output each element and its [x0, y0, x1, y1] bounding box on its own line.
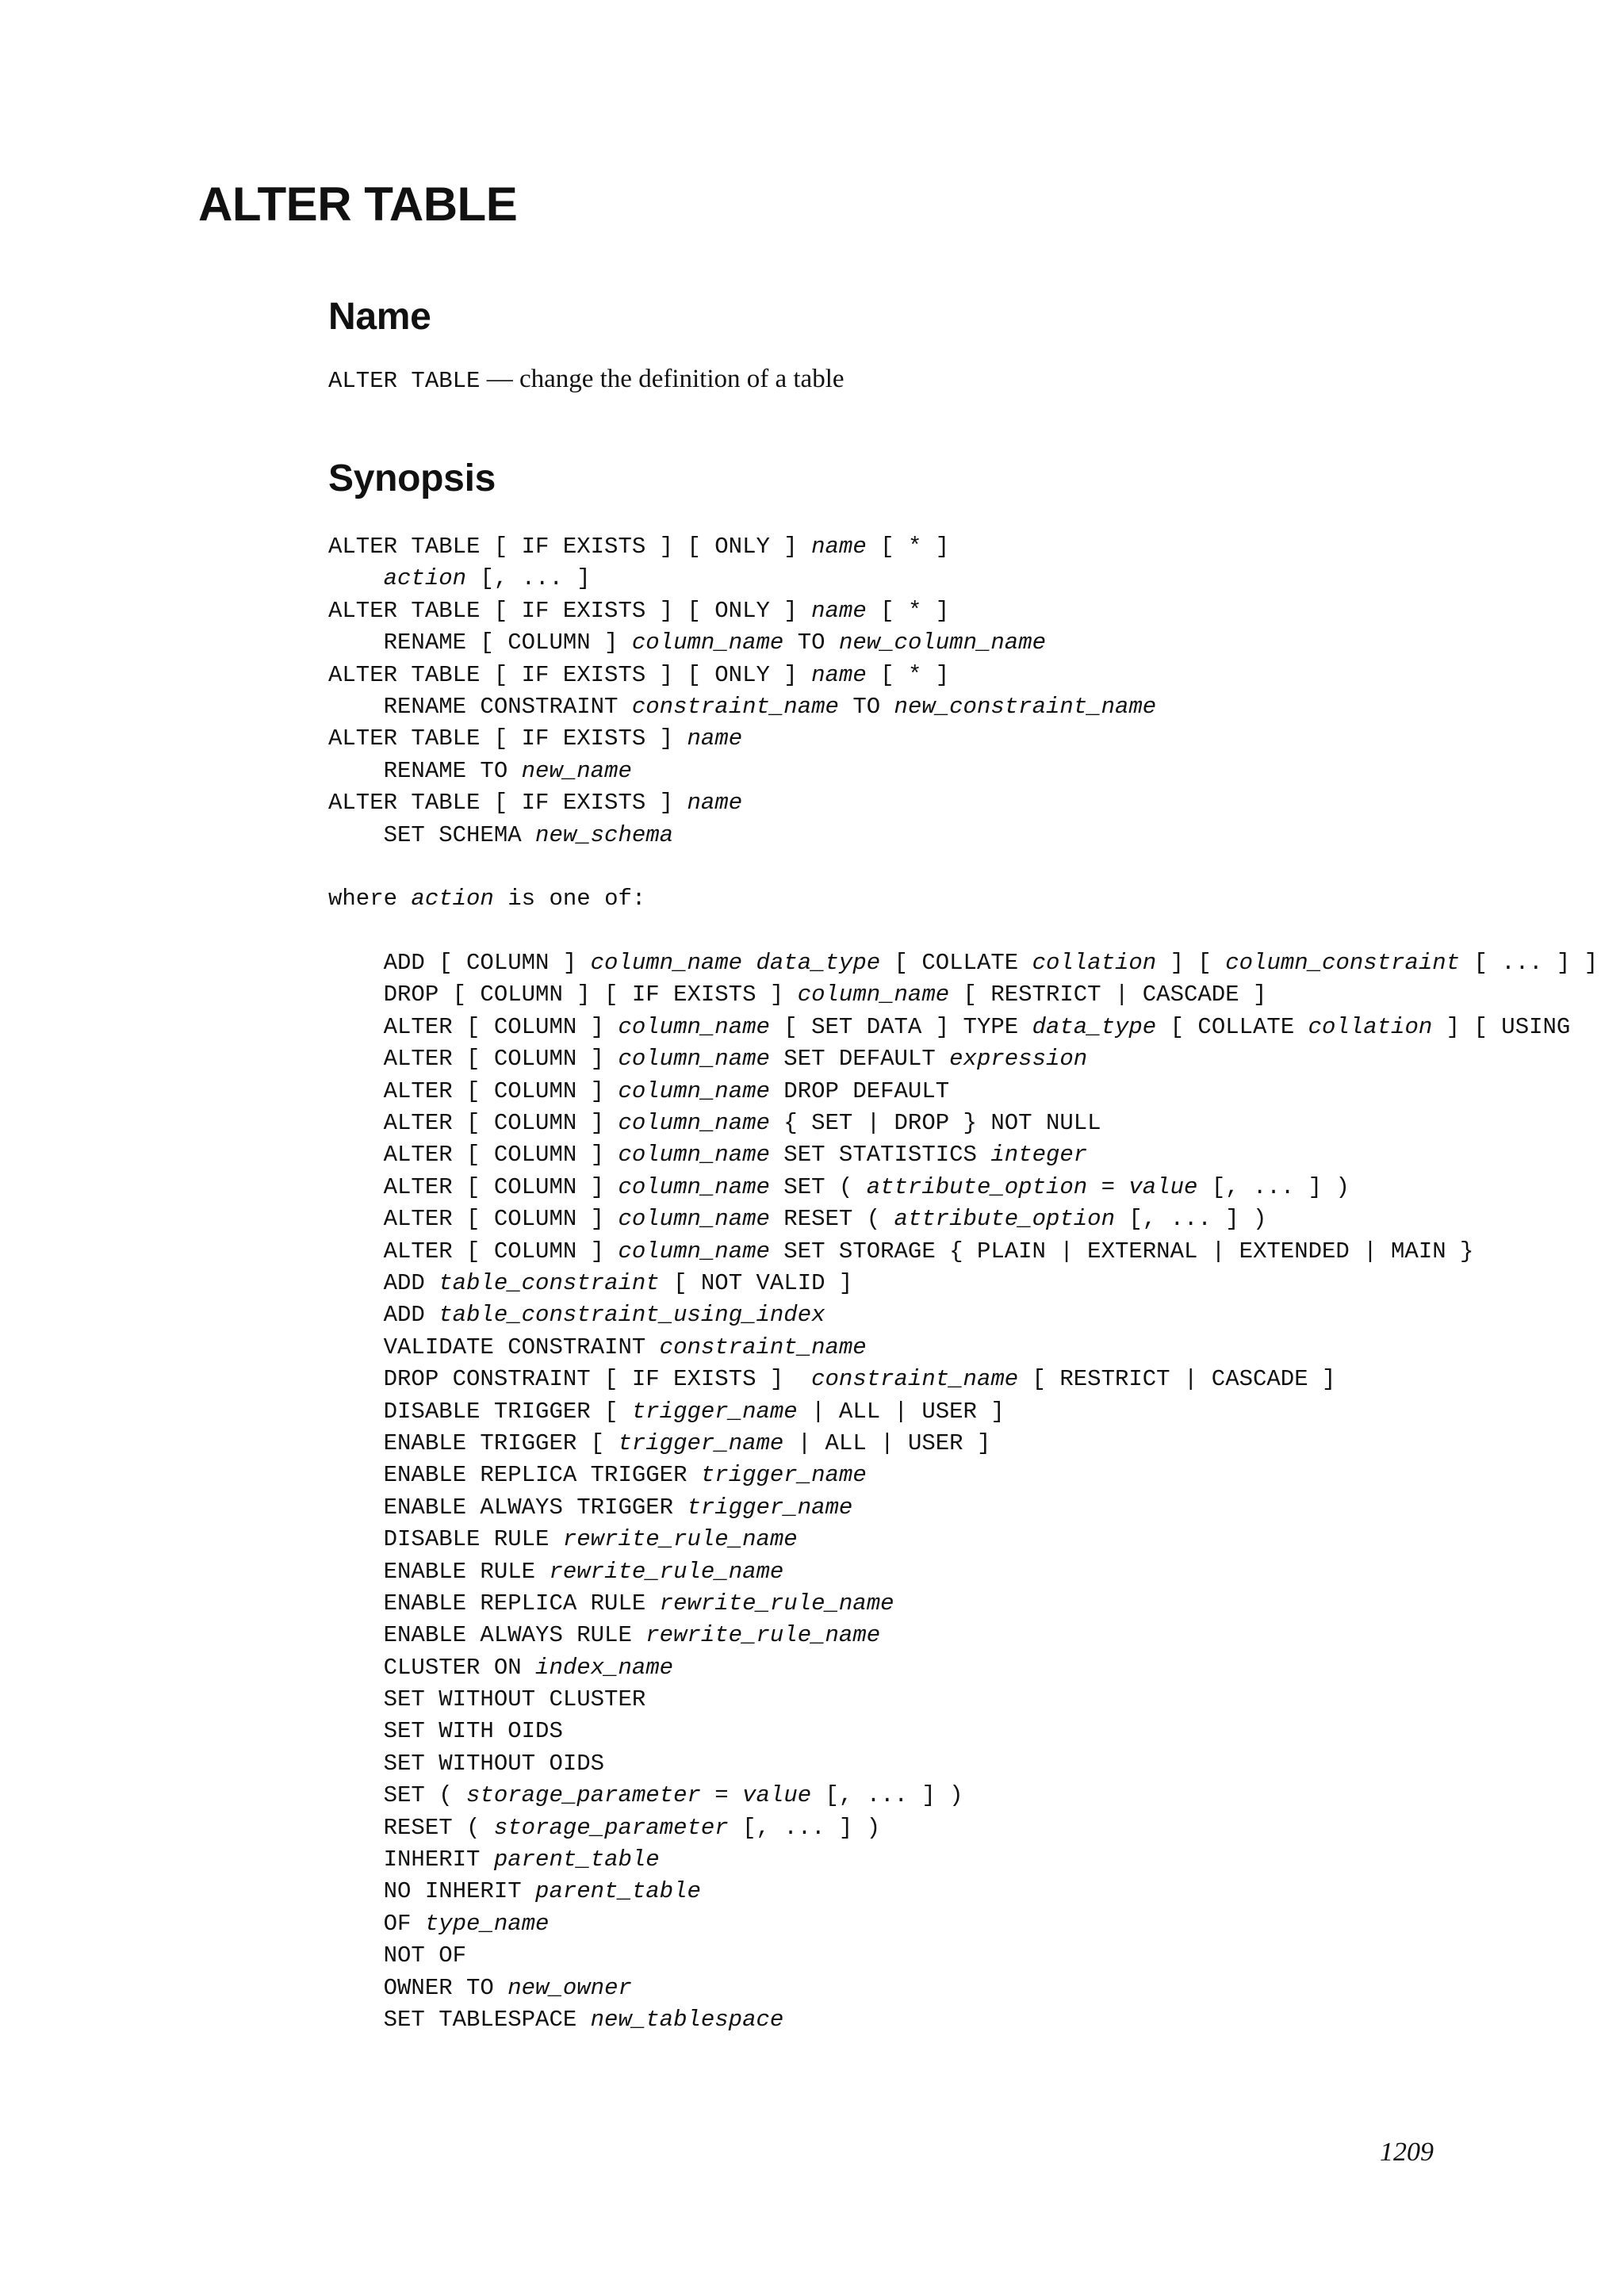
- synopsis-parameter: value: [1128, 1173, 1198, 1200]
- synopsis-keyword-text: [, ... ] ): [1115, 1206, 1267, 1233]
- synopsis-line: [328, 883, 1598, 915]
- synopsis-keyword-text: is one of:: [493, 886, 646, 913]
- synopsis-parameter: name: [811, 661, 867, 688]
- synopsis-line: [328, 595, 1598, 627]
- synopsis-line: [328, 660, 1598, 691]
- synopsis-parameter: collation: [1032, 950, 1157, 977]
- synopsis-line: [328, 820, 1598, 851]
- synopsis-line: [328, 1908, 1598, 1940]
- synopsis-line: [328, 1139, 1598, 1171]
- synopsis-line: [328, 563, 1598, 595]
- synopsis-parameter: data_type: [1032, 1013, 1157, 1040]
- synopsis-parameter: column_constraint: [1225, 950, 1461, 977]
- synopsis-keyword-text: ALTER [ COLUMN ]: [328, 1046, 619, 1073]
- synopsis-keyword-text: SET WITHOUT OIDS: [328, 1750, 605, 1777]
- synopsis-keyword-text: [ COLLATE: [1156, 1013, 1308, 1040]
- synopsis-parameter: rewrite_rule_name: [549, 1558, 784, 1585]
- synopsis-keyword-text: OF: [328, 1910, 425, 1937]
- synopsis-keyword-text: SET DEFAULT: [769, 1046, 950, 1073]
- synopsis-keyword-text: [ * ]: [866, 597, 950, 624]
- synopsis-keyword-text: OWNER TO: [328, 1974, 508, 2001]
- synopsis-line: [328, 1876, 1598, 1908]
- synopsis-keyword-text: INHERIT: [328, 1846, 494, 1873]
- synopsis-parameter: integer: [990, 1142, 1088, 1169]
- synopsis-keyword-text: DROP DEFAULT: [769, 1077, 950, 1104]
- synopsis-keyword-text: ADD: [328, 1302, 439, 1329]
- synopsis-parameter: constraint_name: [811, 1366, 1019, 1393]
- synopsis-keyword-text: ENABLE REPLICA TRIGGER: [328, 1462, 701, 1489]
- synopsis-parameter: new_schema: [535, 821, 674, 848]
- synopsis-keyword-text: ENABLE RULE: [328, 1558, 550, 1585]
- synopsis-line: [328, 756, 1598, 787]
- synopsis-keyword-text: ALTER TABLE [ IF EXISTS ] [ ONLY ]: [328, 597, 812, 624]
- synopsis-line: [328, 1684, 1598, 1716]
- synopsis-keyword-text: ADD [ COLUMN ]: [328, 950, 591, 977]
- synopsis-parameter: trigger_name: [618, 1429, 784, 1456]
- synopsis-keyword-text: ALTER [ COLUMN ]: [328, 1110, 619, 1137]
- synopsis-keyword-text: [ COLLATE: [880, 950, 1032, 977]
- synopsis-parameter: new_column_name: [838, 629, 1046, 656]
- synopsis-keyword-text: ADD: [328, 1269, 439, 1296]
- synopsis-parameter: constraint_name: [631, 693, 839, 720]
- synopsis-keyword-text: SET SCHEMA: [328, 821, 536, 848]
- synopsis-keyword-text: DISABLE TRIGGER [: [328, 1398, 632, 1425]
- synopsis-keyword-text: CLUSTER ON: [328, 1654, 536, 1681]
- synopsis-parameter: column_name: [618, 1173, 770, 1200]
- synopsis-keyword-text: [, ... ] ): [1197, 1173, 1350, 1200]
- name-description: [328, 363, 845, 397]
- synopsis-keyword-text: NO INHERIT: [328, 1878, 536, 1905]
- synopsis-keyword-text: | ALL | USER ]: [783, 1429, 991, 1456]
- synopsis-keyword-text: [328, 565, 384, 591]
- synopsis-line: [328, 1748, 1598, 1780]
- synopsis-line: [328, 1716, 1598, 1747]
- synopsis-keyword-text: RENAME [ COLUMN ]: [328, 629, 632, 656]
- synopsis-parameter: column_name: [618, 1206, 770, 1233]
- synopsis-keyword-text: ALTER [ COLUMN ]: [328, 1206, 619, 1233]
- synopsis-keyword-text: SET WITH OIDS: [328, 1718, 563, 1745]
- synopsis-parameter: name: [811, 597, 867, 624]
- synopsis-keyword-text: ] [ USING: [1432, 1013, 1571, 1040]
- synopsis-line: [328, 2004, 1598, 2036]
- synopsis-line: [328, 691, 1598, 723]
- synopsis-parameter: action: [411, 886, 494, 913]
- synopsis-line: [328, 1236, 1598, 1268]
- synopsis-parameter: table_constraint: [439, 1269, 660, 1296]
- name-summary: — change the definition of a table: [486, 365, 845, 393]
- synopsis-parameter: action: [383, 565, 467, 592]
- synopsis-keyword-text: SET STATISTICS: [769, 1142, 991, 1169]
- synopsis-keyword-text: DISABLE RULE: [328, 1526, 563, 1553]
- synopsis-parameter: parent_table: [493, 1846, 660, 1873]
- synopsis-parameter: name: [687, 790, 743, 817]
- name-heading: Name: [328, 296, 431, 338]
- synopsis-keyword-text: SET (: [328, 1782, 467, 1809]
- synopsis-parameter: column_name: [618, 1046, 770, 1073]
- synopsis-line: [328, 1812, 1598, 1844]
- synopsis-line: [328, 787, 1598, 819]
- synopsis-line: [328, 947, 1598, 979]
- synopsis-keyword-text: { SET | DROP } NOT NULL: [769, 1110, 1101, 1137]
- synopsis-parameter: trigger_name: [700, 1462, 867, 1489]
- synopsis-parameter: rewrite_rule_name: [562, 1526, 798, 1553]
- synopsis-keyword-text: ALTER [ COLUMN ]: [328, 1142, 619, 1169]
- synopsis-line: [328, 627, 1598, 659]
- synopsis-keyword-text: DROP [ COLUMN ] [ IF EXISTS ]: [328, 982, 798, 1008]
- synopsis-parameter: column_name: [631, 629, 784, 656]
- synopsis-keyword-text: ENABLE ALWAYS RULE: [328, 1622, 646, 1649]
- synopsis-parameter: column_name: [590, 950, 743, 977]
- synopsis-keyword-text: ALTER TABLE [ IF EXISTS ]: [328, 725, 688, 752]
- synopsis-blank-line: [328, 916, 1598, 947]
- synopsis-parameter: column_name: [797, 982, 950, 1008]
- synopsis-code: [328, 531, 1598, 2036]
- synopsis-parameter: new_tablespace: [590, 2006, 784, 2033]
- synopsis-line: [328, 1299, 1598, 1331]
- synopsis-parameter: new_owner: [508, 1974, 632, 2001]
- synopsis-line: [328, 723, 1598, 755]
- synopsis-keyword-text: RENAME TO: [328, 757, 522, 784]
- synopsis-keyword-text: [ * ]: [866, 661, 950, 688]
- synopsis-keyword-text: ENABLE ALWAYS TRIGGER: [328, 1494, 688, 1521]
- synopsis-keyword-text: NOT OF: [328, 1942, 467, 1969]
- synopsis-keyword-text: DROP CONSTRAINT [ IF EXISTS ]: [328, 1366, 812, 1393]
- page-number: 1209: [1380, 2137, 1434, 2167]
- synopsis-parameter: trigger_name: [687, 1494, 853, 1521]
- synopsis-line: [328, 1492, 1598, 1524]
- synopsis-line: [328, 531, 1598, 563]
- synopsis-parameter: name: [811, 534, 867, 560]
- synopsis-parameter: storage_parameter: [466, 1782, 701, 1809]
- synopsis-parameter: data_type: [756, 950, 881, 977]
- synopsis-keyword-text: TO: [783, 629, 839, 656]
- synopsis-line: [328, 1203, 1598, 1235]
- synopsis-keyword-text: RESET (: [328, 1814, 494, 1841]
- synopsis-parameter: collation: [1308, 1013, 1433, 1040]
- synopsis-heading: Synopsis: [328, 457, 496, 499]
- synopsis-parameter: constraint_name: [659, 1334, 867, 1360]
- synopsis-parameter: rewrite_rule_name: [645, 1622, 881, 1649]
- synopsis-keyword-text: [ ... ] ]: [1460, 950, 1599, 977]
- synopsis-line: [328, 1620, 1598, 1651]
- synopsis-line: [328, 1780, 1598, 1812]
- synopsis-keyword-text: ALTER [ COLUMN ]: [328, 1173, 619, 1200]
- synopsis-parameter: attribute_option: [894, 1206, 1115, 1233]
- synopsis-keyword-text: ALTER TABLE [ IF EXISTS ] [ ONLY ]: [328, 534, 812, 560]
- synopsis-line: [328, 1428, 1598, 1460]
- synopsis-line: [328, 1940, 1598, 1972]
- synopsis-keyword-text: ENABLE REPLICA RULE: [328, 1590, 660, 1617]
- synopsis-parameter: type_name: [424, 1910, 550, 1937]
- synopsis-keyword-text: ALTER TABLE [ IF EXISTS ] [ ONLY ]: [328, 661, 812, 688]
- synopsis-parameter: new_constraint_name: [894, 693, 1157, 720]
- synopsis-keyword-text: TO: [838, 693, 894, 720]
- synopsis-keyword-text: RESET (: [769, 1206, 894, 1233]
- synopsis-blank-line: [328, 851, 1598, 883]
- synopsis-keyword-text: ENABLE TRIGGER [: [328, 1429, 619, 1456]
- synopsis-keyword-text: [, ... ]: [466, 565, 591, 592]
- synopsis-parameter: expression: [949, 1046, 1088, 1073]
- synopsis-parameter: column_name: [618, 1110, 770, 1137]
- synopsis-line: [328, 1556, 1598, 1588]
- synopsis-keyword-text: SET TABLESPACE: [328, 2006, 591, 2033]
- synopsis-keyword-text: =: [700, 1782, 743, 1809]
- synopsis-line: [328, 1332, 1598, 1364]
- synopsis-line: [328, 1364, 1598, 1395]
- synopsis-parameter: column_name: [618, 1077, 770, 1104]
- synopsis-keyword-text: ALTER [ COLUMN ]: [328, 1013, 619, 1040]
- synopsis-keyword-text: ALTER [ COLUMN ]: [328, 1077, 619, 1104]
- synopsis-keyword-text: [, ... ] ): [728, 1814, 881, 1841]
- synopsis-keyword-text: ] [: [1156, 950, 1226, 977]
- synopsis-parameter: table_constraint_using_index: [439, 1302, 825, 1329]
- synopsis-keyword-text: where: [328, 886, 412, 913]
- synopsis-parameter: column_name: [618, 1238, 770, 1265]
- synopsis-line: [328, 1076, 1598, 1108]
- synopsis-parameter: storage_parameter: [493, 1814, 729, 1841]
- synopsis-keyword-text: ALTER [ COLUMN ]: [328, 1238, 619, 1265]
- page-title: ALTER TABLE: [198, 178, 518, 231]
- synopsis-parameter: column_name: [618, 1013, 770, 1040]
- synopsis-parameter: name: [687, 725, 743, 752]
- synopsis-keyword-text: [742, 950, 756, 976]
- synopsis-line: [328, 1973, 1598, 2004]
- synopsis-keyword-text: [ SET DATA ] TYPE: [769, 1013, 1032, 1040]
- synopsis-line: [328, 1588, 1598, 1620]
- synopsis-line: [328, 1652, 1598, 1684]
- synopsis-keyword-text: RENAME CONSTRAINT: [328, 693, 632, 720]
- name-command: ALTER TABLE: [328, 368, 481, 394]
- synopsis-parameter: index_name: [535, 1654, 674, 1681]
- synopsis-keyword-text: [ * ]: [866, 534, 950, 560]
- synopsis-keyword-text: =: [1087, 1173, 1129, 1200]
- synopsis-line: [328, 1524, 1598, 1556]
- synopsis-line: [328, 1012, 1598, 1043]
- synopsis-keyword-text: | ALL | USER ]: [797, 1398, 1005, 1425]
- synopsis-keyword-text: [ RESTRICT | CASCADE ]: [1018, 1366, 1336, 1393]
- synopsis-keyword-text: ALTER TABLE [ IF EXISTS ]: [328, 790, 688, 817]
- synopsis-line: [328, 1108, 1598, 1139]
- synopsis-line: [328, 979, 1598, 1011]
- synopsis-line: [328, 1460, 1598, 1491]
- synopsis-keyword-text: SET STORAGE { PLAIN | EXTERNAL | EXTENDED | MAIN }: [769, 1238, 1474, 1265]
- synopsis-line: [328, 1043, 1598, 1075]
- synopsis-line: [328, 1172, 1598, 1203]
- synopsis-line: [328, 1268, 1598, 1299]
- synopsis-parameter: value: [742, 1782, 812, 1809]
- synopsis-parameter: new_name: [521, 757, 632, 784]
- synopsis-parameter: parent_table: [535, 1878, 701, 1905]
- synopsis-parameter: rewrite_rule_name: [659, 1590, 894, 1617]
- synopsis-keyword-text: SET WITHOUT CLUSTER: [328, 1686, 646, 1713]
- synopsis-parameter: trigger_name: [631, 1398, 798, 1425]
- synopsis-keyword-text: [ NOT VALID ]: [659, 1269, 853, 1296]
- synopsis-parameter: attribute_option: [866, 1173, 1088, 1200]
- synopsis-line: [328, 1844, 1598, 1876]
- synopsis-keyword-text: [ RESTRICT | CASCADE ]: [949, 982, 1267, 1008]
- synopsis-line: [328, 1396, 1598, 1428]
- synopsis-keyword-text: [, ... ] ): [811, 1782, 963, 1809]
- synopsis-parameter: column_name: [618, 1142, 770, 1169]
- synopsis-keyword-text: SET (: [769, 1173, 867, 1200]
- synopsis-keyword-text: VALIDATE CONSTRAINT: [328, 1334, 660, 1360]
